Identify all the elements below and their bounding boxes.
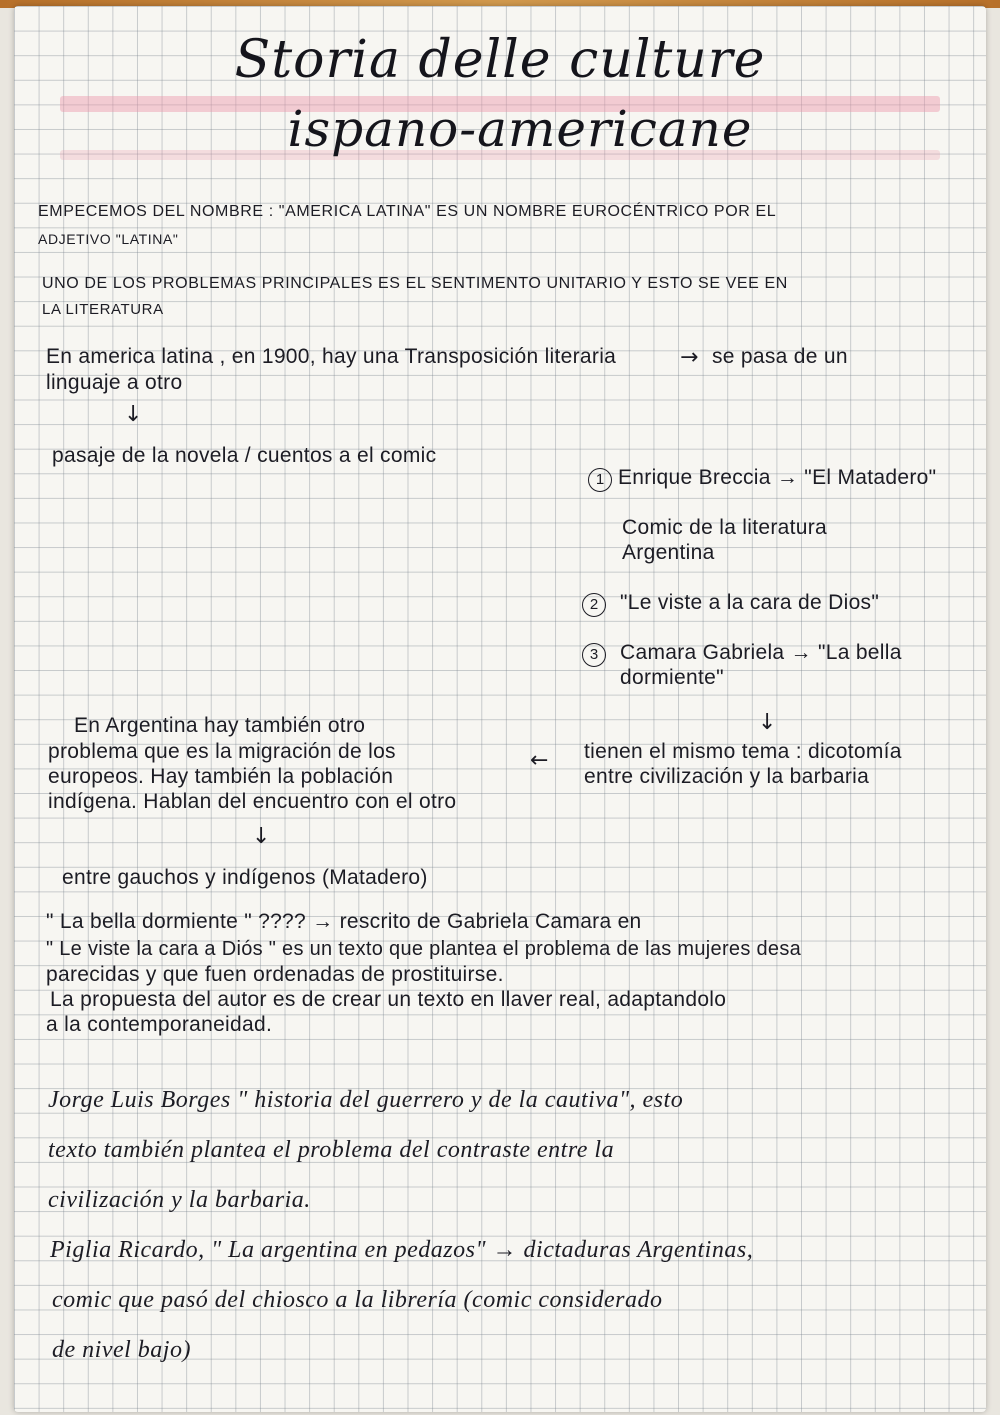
arrow-right-icon: → xyxy=(680,345,699,370)
arrow-left-icon: ← xyxy=(530,748,549,773)
intro-line: UNO DE LOS PROBLEMAS PRINCIPALES ES EL SENTIMENTO UNITARIO Y ESTO SE VEE EN xyxy=(42,275,788,292)
argentina-line: En Argentina hay también otro xyxy=(74,714,366,737)
list-item-detail: Comic de la literatura xyxy=(622,516,828,539)
argentina-line: problema que es la migración de los xyxy=(48,740,396,763)
borges-line: civilización y la barbaria. xyxy=(48,1187,311,1213)
list-number-3: 3 xyxy=(582,643,606,667)
list-item-detail: dormiente" xyxy=(620,666,724,689)
notes-line: " La bella dormiente " ???? → rescrito de Gabriela Camara en xyxy=(46,910,642,933)
arrow-down-icon: ↓ xyxy=(252,824,271,849)
intro-line: EMPECEMOS DEL NOMBRE : "AMERICA LATINA" ES UN NOMBRE EUROCÉNTRICO POR EL xyxy=(38,203,777,220)
argentina-line: entre gauchos y indígenos (Matadero) xyxy=(62,866,428,889)
intro-line: ADJETIVO "LATINA" xyxy=(38,231,179,247)
page-subtitle: ispano-americane xyxy=(287,100,753,158)
argentina-line: europeos. Hay también la población xyxy=(48,765,394,788)
transposition-line: linguaje a otro xyxy=(46,371,183,394)
notes-line: " Le viste la cara a Diós " es un texto que plantea el problema de las mujeres desa xyxy=(46,938,802,960)
borges-line: texto también plantea el problema del contraste entre la xyxy=(48,1137,615,1163)
theme-line: tienen el mismo tema : dicotomía xyxy=(584,740,902,763)
piglia-line: de nivel bajo) xyxy=(52,1337,191,1363)
arrow-down-icon: ↓ xyxy=(758,710,777,735)
notes-line: La propuesta del autor es de crear un texto en llaver real, adaptandolo xyxy=(50,988,727,1011)
list-item: Camara Gabriela → "La bella xyxy=(620,641,902,664)
argentina-line: indígena. Hablan del encuentro con el otro xyxy=(48,790,457,813)
list-number-1: 1 xyxy=(588,468,612,492)
notes-line: parecidas y que fuen ordenadas de prostituirse. xyxy=(46,963,504,986)
intro-line: LA LITERATURA xyxy=(42,301,164,318)
borges-line: Jorge Luis Borges " historia del guerrero y de la cautiva", esto xyxy=(48,1087,684,1113)
transposition-line: pasaje de la novela / cuentos a el comic xyxy=(52,444,437,467)
list-item: "Le viste a la cara de Dios" xyxy=(620,591,880,614)
list-item-detail: Argentina xyxy=(622,541,715,564)
piglia-line: comic que pasó del chiosco a la librería (comic considerado xyxy=(52,1287,663,1313)
list-number-2: 2 xyxy=(582,593,606,617)
transposition-line: se pasa de un xyxy=(712,345,848,368)
theme-line: entre civilización y la barbaria xyxy=(584,765,870,788)
piglia-line: Piglia Ricardo, " La argentina en pedazos" → dictaduras Argentinas, xyxy=(50,1237,754,1263)
page-title: Storia delle culture xyxy=(234,30,766,90)
transposition-line: En america latina , en 1900, hay una Transposición literaria xyxy=(46,345,617,368)
list-item: Enrique Breccia → "El Matadero" xyxy=(618,466,937,489)
notes-line: a la contemporaneidad. xyxy=(46,1013,273,1036)
arrow-down-icon: ↓ xyxy=(124,402,143,427)
